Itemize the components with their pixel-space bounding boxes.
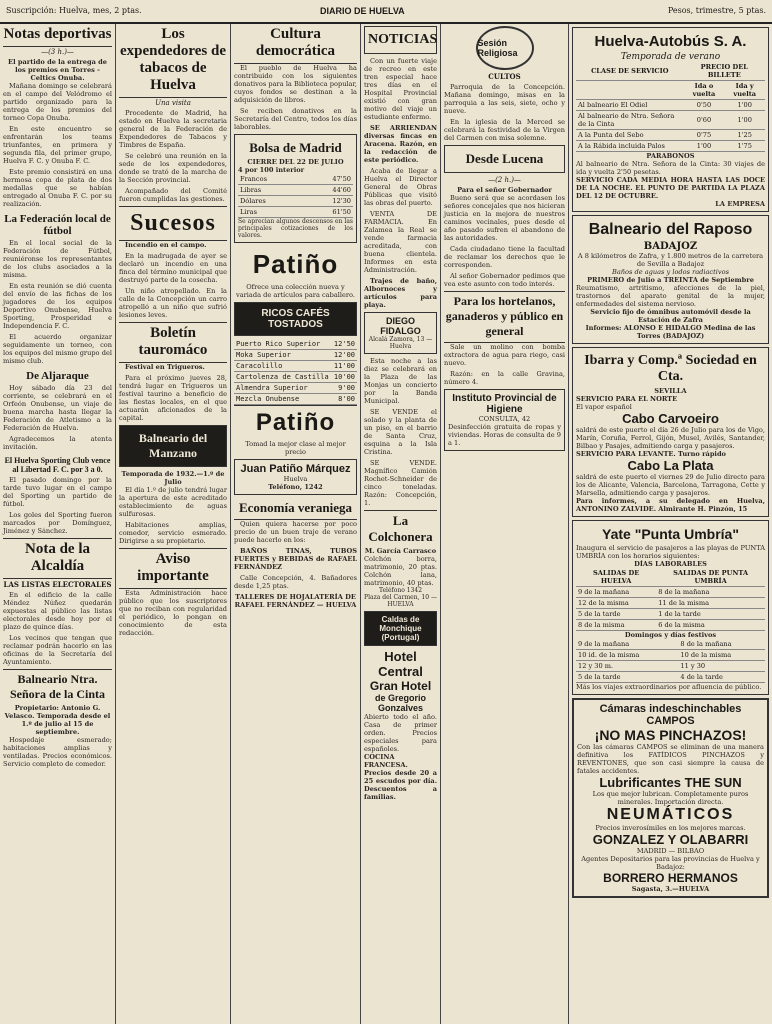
masthead-subscription: Suscripción: Huelva, mes, 2 ptas. — [6, 6, 142, 15]
hotel-owner: de Gregorio Gonzalves — [374, 693, 426, 713]
article-body — [119, 589, 227, 637]
advert-owner: M. García Carrasco — [364, 547, 437, 555]
advert-city: SEVILLA — [654, 387, 687, 395]
stock-value: 47'50 — [304, 174, 353, 185]
advert-line: Informes: ALONSO E HIDALGO Medina de las Torres (BADAJOZ) — [585, 324, 756, 340]
fare-value: 1'00 — [724, 100, 765, 111]
article-body — [3, 239, 112, 365]
price-label: Almendra Superior — [234, 383, 332, 394]
paragraph: Sale un molino con bomba extractora de agua para riego, casi nuevo. — [444, 343, 565, 367]
fare-value: 1'75 — [724, 141, 765, 152]
paragraph: Se reciben donativos en la Secretaría del Centro, todos los días laborables. — [234, 107, 357, 131]
paragraph: Incendio en el campo. — [125, 241, 207, 249]
article-subtitle: LAS LISTAS ELECTORALES — [3, 580, 112, 589]
advert-cities: MADRID — BILBAO — [636, 847, 705, 855]
paragraph: VENTA DE FARMACIA. En Zalamea la Real se vende farmacia acreditada, con buena clientela. Informes en esta Administración. — [364, 210, 437, 274]
ship-details: saldrá de este puerto el día 26 de Julio para los de Vigo, Marín, Coruña, Ferrol, Gijón, Musel, Avilés, Santander, Bilbao y Pasajes, admitiendo carga y pasajeros. — [576, 426, 765, 450]
advert-title: RICOS CAFÉS TOSTADOS — [261, 308, 330, 330]
article-body — [119, 109, 227, 203]
article-title: Desde Lucena — [465, 151, 544, 166]
stock-label: Libras — [238, 185, 304, 196]
paragraph: El día 1.º de julio tendrá lugar la apertura de este acreditado establecimiento de aguas sulfurosas. — [119, 486, 227, 518]
paragraph: El acuerdo organizar seguidamente un torneo, con los equipos del mismo grupo del mismo club. — [3, 333, 112, 365]
article-body — [364, 57, 437, 309]
paragraph: BAÑOS TINAS, TUBOS FUERTES y BEBIDAS de RAFAEL FERNÁNDEZ — [234, 547, 357, 571]
advert-subtitle: Tomad la mejor clase al mejor precio — [245, 440, 346, 456]
yacht-advert — [572, 520, 769, 695]
article-body — [234, 64, 357, 131]
schedule-time: 6 de la misma — [656, 620, 765, 631]
advert-title: NEUMÁTICOS — [606, 806, 735, 823]
article-title: Cultura democrática — [234, 24, 357, 64]
advert-line: SERVICIO PARA LEVANTE. Turno rápido — [576, 450, 726, 458]
table-row — [234, 383, 357, 394]
table-row — [238, 207, 353, 218]
article-subtitle: —(3 h.)— — [41, 48, 74, 56]
paragraph: Se celebró una reunión en la sede de los expendedores, donde se trató de la marcha de la Sección provincial. — [119, 152, 227, 184]
advert-line: Baños de aguas y lodos radiactivos — [612, 268, 729, 276]
spa-advert — [572, 215, 769, 344]
advert-slogan: ¡NO MAS PINCHAZOS! — [594, 727, 747, 743]
article-title: Los expendedores de tabacos de Huelva — [119, 24, 227, 98]
paragraph: Calle Concepción, 4. Bañadores desde 1,25 ptas. — [234, 574, 357, 590]
fare-route: A la Punta del Sebo — [576, 130, 684, 141]
article-title: Boletín tauromáco — [119, 322, 227, 363]
tyre-advert — [572, 698, 769, 898]
article-title: Notas deportivas — [3, 24, 112, 47]
paragraph: Habitaciones amplias, comedor, servicio esmerado. Dirigirse a su propietario. — [119, 521, 227, 545]
fare-table — [576, 62, 765, 152]
table-row — [234, 350, 357, 361]
schedule-time: 8 de la mañana — [656, 587, 765, 598]
stock-label: Francos — [238, 174, 304, 185]
advert-title: Balneario del Raposo — [588, 221, 753, 238]
paragraph: Festival en Trigueros. — [125, 363, 205, 371]
table-row — [576, 620, 765, 631]
advert-line: A 8 kilómetros de Zafra, y 1.800 metros de la carretera de Sevilla a Badajoz — [577, 252, 764, 268]
advert-name: DIEGO FIDALGO — [380, 316, 421, 336]
paragraph: SE ARRIENDAN diversas fincas en Aracena. Razón, en la redacción de este periódico. — [364, 124, 437, 164]
fare-value: 0'75 — [684, 130, 725, 141]
paragraph: Razón: en la calle Gravina, número 4. — [444, 370, 565, 386]
article-body — [444, 343, 565, 386]
column-header: PRECIO DEL BILLETE — [684, 62, 765, 81]
paragraph: Quien quiera hacerse por poco precio de un buen traje de verano puede hacerlo en los: — [234, 520, 357, 544]
advert-title: Patiño — [252, 249, 339, 279]
table-header-row — [576, 568, 765, 587]
advert-title: Economía veraniega — [234, 498, 357, 520]
article-body — [364, 357, 437, 507]
shipping-advert — [572, 347, 769, 517]
table-row — [576, 650, 765, 661]
paragraph: Con un fuerte viaje de recreo en este tren especial hace tres días en el Hospital Provincial existió con gran motivo del viaje un estudiante enfermo. — [364, 57, 437, 121]
advert-phone: Teléfono 1342 — [378, 587, 423, 594]
paragraph: Los goles del Sporting fueron marcados por Domínguez, Jiménez y Sánchez. — [3, 511, 112, 535]
advert-agent-address: Sagasta, 3.—HUELVA — [631, 885, 710, 893]
schedule-time: 8 de la misma — [576, 620, 656, 631]
ship-name: Cabo La Plata — [627, 458, 714, 473]
price-value: 10'00 — [332, 372, 357, 383]
fare-route: Al balneario de Ntra. Señora de la Cinta — [576, 111, 684, 130]
table-row — [238, 174, 353, 185]
advert-body: Desinfección gratuita de ropas y viviendas. Horas de consulta de 9 a 1. — [448, 423, 561, 447]
advert-box — [364, 611, 437, 646]
advert-region: BADAJOZ — [643, 241, 698, 252]
schedule-time: 4 de la tarde — [678, 672, 765, 683]
price-value: 12'00 — [332, 350, 357, 361]
table-row — [234, 372, 357, 383]
stock-value: 44'60 — [304, 185, 353, 196]
schedule-time: 5 de la tarde — [576, 609, 656, 620]
article-title: Sucesos — [119, 206, 227, 241]
section-header-box — [364, 26, 437, 54]
advert-subtitle: Propietario: Antonio G. Velasco. Temporada desde el 1.º de julio al 15 de septiembre. — [4, 704, 111, 736]
column-header: Ida y vuelta — [724, 81, 765, 100]
column-3 — [231, 24, 360, 1024]
advert-line: PRIMERO de Julio a TREINTA de Septiembre — [587, 276, 754, 284]
price-value: 11'00 — [332, 361, 357, 372]
schedule-time: 10 de la misma — [678, 650, 765, 661]
masthead-title: DIARIO DE HUELVA — [320, 6, 405, 16]
price-value: 8'00 — [332, 394, 357, 405]
article-subtitle: Una visita — [155, 99, 191, 107]
article-subtitle: —(2 h.)— — [488, 176, 521, 184]
article-body — [119, 363, 227, 422]
advert-phone: Teléfono, 1242 — [268, 483, 323, 491]
masthead-price: Pesos, trimestre, 5 ptas. — [667, 6, 766, 15]
table-row — [238, 185, 353, 196]
article-body — [3, 384, 112, 451]
section-header-box — [444, 145, 565, 173]
paragraph: En este encuentro se enfrentarán los teams triunfantes, en primera y segunda fila, del primer grupo, Huelva F. C. y Onuba F. C. — [3, 125, 112, 165]
fare-value: 1'00 — [724, 111, 765, 130]
price-value: 9'00 — [332, 383, 357, 394]
stock-label: Dólares — [238, 196, 304, 207]
column-4 — [361, 24, 440, 1024]
advert-subtitle: CONSULTA, 42 — [478, 415, 531, 423]
column-header: Ida o vuelta — [684, 81, 725, 100]
advert-title: Lubrificantes THE SUN — [599, 775, 742, 790]
stock-value: 61'50 — [304, 207, 353, 218]
advert-note: Más los viajes extraordinarios por afluencia de público. — [576, 683, 762, 691]
advert-address: Huelva — [283, 475, 308, 483]
column-header: CLASE DE SERVICIO — [576, 62, 684, 81]
advert-title: Ibarra y Comp.ª Sociedad en Cta. — [584, 353, 757, 384]
stock-table — [238, 174, 353, 218]
price-label: Puerto Rico Superior — [234, 339, 332, 350]
advert-agent-name: BORRERO HERMANOS — [603, 871, 738, 885]
table-row — [576, 672, 765, 683]
article-body — [3, 476, 112, 535]
column-6 — [569, 24, 772, 1024]
paragraph: Este premio consistirá en una hermosa copa de plata de dos medallas que se habían entregado al Onuba F. C. por su realización. — [3, 168, 112, 208]
advert-body — [3, 736, 112, 768]
advert-body: Precios inverosímiles en los mejores marcas. — [595, 824, 746, 832]
table-header-row — [576, 62, 765, 81]
table-header-row — [576, 81, 765, 100]
paragraph: El pueblo de Huelva ha contribuido con los siguientes donativos para la Biblioteca popular, cuyos fondos se destinan a la adquisición de libros. — [234, 64, 357, 104]
advert-note: SERVICIO CADA MEDIA HORA HASTA LAS DOCE DE LA NOCHE. EL PUNTO DE PARTIDA LA PLAZA DEL 12 DE OCTUBRE. — [576, 176, 765, 200]
paragraph: El pasado domingo por la tarde tuvo lugar en el campo del Sporting un partido de fútbol. — [3, 476, 112, 508]
fare-route: A la Rábida incluida Palos — [576, 141, 684, 152]
article-body — [444, 83, 565, 142]
article-title: NOTICIAS — [368, 32, 438, 47]
paragraph: En la madrugada de ayer se declaró un incendio en una finca del término municipal que destruyó parte de la cosecha. — [119, 252, 227, 284]
paragraph: Esta noche a las diez se celebrará en la Plaza de las Monjas un concierto por la Banda Municipal. — [364, 357, 437, 405]
table-row — [576, 661, 765, 672]
advert-title: Balneario del Manzano — [138, 431, 208, 460]
badge-subtitle: CULTOS — [488, 72, 521, 81]
advert-box — [364, 312, 437, 354]
section-heading: El Huelva Sporting Club vence al Libertad F. C. por 3 a 0. — [4, 456, 111, 474]
article-title: Para los hortelanos, ganaderos y público en general — [444, 291, 565, 343]
column-5 — [441, 24, 568, 1024]
paragraph: Cada ciudadano tiene la facultad de reclamar los derechos que le corresponden. — [444, 245, 565, 269]
advert-body — [119, 486, 227, 545]
church-badge — [476, 26, 534, 70]
paragraph: Los vecinos que tengan que reclamar podrán hacerlo en las oficinas de la Secretaría del Ayuntamiento. — [3, 634, 112, 666]
column-header: SALIDAS DE PUNTA UMBRÍA — [656, 568, 765, 587]
paragraph: En esta reunión se dió cuenta del envío de las fichas de los jugadores de los equipos Deportivo Onubense, Huelva Sporting, Prosperidad e Independencia F. C. — [3, 282, 112, 330]
table-row — [238, 196, 353, 207]
schedule-time: 11 y 30 — [678, 661, 765, 672]
advert-title: Balneario Ntra. Señora de la Cinta — [3, 669, 112, 704]
price-label: Mezcla Onubense — [234, 394, 332, 405]
schedule-heading: DÍAS LABORABLES — [634, 560, 707, 568]
paragraph: Acaba de llegar a Huelva el Director General de Obras Públicas que visitó las obras del puerto. — [364, 167, 437, 207]
article-body — [3, 591, 112, 666]
hotel-name: Gran Hotel — [369, 679, 432, 693]
advert-address: Plaza del Carmen, 10 — HUELVA — [364, 594, 437, 608]
article-title: Aviso importante — [119, 548, 227, 589]
fare-value: 0'60 — [684, 111, 725, 130]
advert-subtitle: Ofrece una colección nueva y variada de artículos para caballero. — [236, 283, 355, 299]
paragraph: En el edificio de la calle Méndez Núñez quedarán expuestas al público las listas electorales desde hoy por el plazo de quince días. — [3, 591, 112, 631]
schedule-time: 1 de la tarde — [656, 609, 765, 620]
advert-title: La Colchonera — [364, 510, 437, 547]
paragraph: Procedente de Madrid, ha estado en Huelva la secretaria general de la Federación de Expendedores de Tabacos y Timbres de España. — [119, 109, 227, 149]
table-row — [576, 141, 765, 152]
advert-line: El vapor español — [576, 403, 632, 411]
hotel-name: Hotel Central — [378, 649, 423, 679]
price-label: Moka Superior — [234, 350, 332, 361]
paragraph: Hoy sábado día 23 del corriente, se celebrará en el Orfeón Onubense, un viaje de buena marcha hasta llegar la Federación de Atletismo a la Federación de Huelva. — [3, 384, 112, 432]
column-2 — [116, 24, 230, 1024]
advert-title: Yate "Punta Umbría" — [602, 526, 739, 542]
schedule-heading: Domingos y días festivos — [624, 631, 717, 639]
paragraph: SE VENDE. Magnífico Camión Rochet-Schneider de cinco toneladas. Razón: Concepción, 1. — [364, 459, 437, 507]
schedule-table — [576, 639, 765, 683]
stock-subtitle: CIERRE DEL 22 DE JULIO — [247, 158, 344, 166]
table-row — [576, 100, 765, 111]
section-heading: De Aljaraque — [26, 370, 89, 382]
table-row — [576, 639, 765, 650]
advert-line: Inaugura el servicio de pasajeros a las playas de PUNTA UMBRÍA con los horarios siguientes: — [576, 544, 765, 560]
article-body — [119, 241, 227, 319]
paragraph: Bueno será que se acordasen los señores concejales que nos hicieran justicia en la mejora de nuestros caminos vecinales, pues desde el año pasado sufren el abandono de las autoridades. — [444, 194, 565, 242]
advert-agent: Agentes Depositarios para las provincias de Huelva y Badajoz: — [581, 855, 760, 871]
schedule-time: 9 de la mañana — [576, 639, 678, 650]
schedule-time: 12 de la misma — [576, 598, 656, 609]
advert-line: Reumatismo, artritismo, afecciones de la piel, trastornos del aparato genital de la mujer, enfermedades del sistema nervioso. — [576, 284, 765, 308]
article-lead: El partido de la entrega de los premios en Torres - Celtics Onuba. — [8, 58, 107, 82]
advert-note: PARABONOS — [646, 152, 695, 160]
schedule-time: 8 de la mañana — [678, 639, 765, 650]
paragraph: Para el próximo jueves 28, tendrá lugar en Trigueros un festival taurino a beneficio de las fiestas locales, en el que actuarán aficionados de la capital. — [119, 374, 227, 422]
fare-value: 1'00 — [684, 141, 725, 152]
column-1 — [0, 24, 115, 1024]
schedule-table — [576, 568, 765, 631]
article-body — [444, 194, 565, 288]
paragraph: Agradecemos la atenta invitación. — [3, 435, 112, 451]
advert-title: Huelva-Autobús S. A. — [594, 33, 747, 50]
advert-body: Los que mejor lubrican. Completamente puros minerales. Importación directa. — [592, 790, 749, 806]
stock-row-header: 4 por 100 interior — [238, 166, 305, 174]
schedule-time: 10 id. de la misma — [576, 650, 678, 661]
table-row — [576, 111, 765, 130]
table-row — [576, 609, 765, 620]
schedule-time: 11 de la misma — [656, 598, 765, 609]
advert-body — [234, 520, 357, 590]
schedule-time: 9 de la mañana — [576, 587, 656, 598]
price-label: Cartolenza de Castilla — [234, 372, 332, 383]
advert-line: SERVICIO PARA EL NORTE — [576, 395, 678, 403]
fare-value: 0'50 — [684, 100, 725, 111]
price-value: 12'50 — [332, 339, 357, 350]
advert-box — [119, 425, 227, 467]
advert-body: Abierto todo el año. Casa de primer orden. Precios especiales para españoles. — [364, 713, 437, 753]
table-row — [576, 587, 765, 598]
paragraph: Esta Administración hace público que los suscriptores que no reciban con regularidad el periódico, lo pongan en conocimiento de esta redacción. — [119, 589, 227, 637]
advert-footer: TALLERES DE HOJALATERÍA DE RAFAEL FERNÁNDEZ — HUELVA — [234, 593, 357, 609]
advert-title: Cámaras indeschinchables CAMPOS — [599, 703, 742, 727]
badge-label: Sesión Religiosa — [477, 38, 518, 58]
article-title: Nota de la Alcaldía — [3, 538, 112, 579]
fare-route: Al balneario El Odiel — [576, 100, 684, 111]
stock-value: 12'30 — [304, 196, 353, 207]
article-lead: Para el señor Gobernador — [457, 186, 552, 194]
advert-note: Al balneario de Ntra. Señora de la Cinta: 30 viajes de ida y vuelta 2'50 pesetas. — [576, 160, 765, 176]
schedule-time: 12 y 30 m. — [576, 661, 678, 672]
price-label: Caracolillo — [234, 361, 332, 372]
section-heading: La Federación local de fútbol — [4, 213, 111, 237]
paragraph: Mañana domingo se celebrará en el campo del Velódromo el partido organizado para la entrega de los premios del torneo Copa Onuba. — [3, 82, 112, 122]
fare-value: 1'25 — [724, 130, 765, 141]
stock-quotes — [234, 134, 357, 243]
table-row — [234, 394, 357, 405]
ship-name: Cabo Carvoeiro — [622, 411, 719, 426]
column-header: SALIDAS DE HUELVA — [576, 568, 656, 587]
paragraph: Trajes de baño, Albornoces y artículos para playa. — [364, 277, 437, 309]
advert-body: COCINA FRANCESA. Precios desde 20 a 25 escudos por día. Descuentos a familias. — [364, 753, 437, 801]
stock-title: Bolsa de Madrid — [249, 140, 342, 155]
advert-title: Patiño — [234, 405, 357, 440]
paragraph: Hospedaje esmerado; habitaciones amplias y ventiladas. Precios económicos. Servicio completo de comedor. — [3, 736, 112, 768]
advert-body: Colchón borra, matrimonio, 20 ptas. Colchón lana, matrimonio, 40 ptas. — [364, 555, 437, 587]
bus-advert — [572, 27, 769, 212]
table-row — [234, 339, 357, 350]
advert-subtitle: Temporada de verano — [620, 52, 721, 62]
article-body — [3, 82, 112, 208]
advert-company: LA EMPRESA — [715, 200, 765, 208]
price-table — [234, 339, 357, 405]
advert-box — [444, 389, 565, 451]
paragraph: En la iglesia de la Merced se celebrará la festividad de la Virgen del Carmen con misa solemne. — [444, 118, 565, 142]
paragraph: SE VENDE el solado y la planta de un piso, en el barrio de Santa Cruz, esquina a la Isla Cristina. — [364, 408, 437, 456]
advert-title: Caldas de Monchique (Portugal) — [379, 615, 422, 642]
paragraph: Acompañado del Comité fueron cumplidas las gestiones. — [119, 187, 227, 203]
advert-subtitle: Temporada de 1932.—1.º de Julio — [121, 470, 225, 486]
ship-details: saldrá de este puerto el viernes 29 de Julio directo para los de Alicante, Valencia, Barcelona, Tarragona, Cette y Marsella, admitiendo carga y pasajeros. — [576, 473, 765, 497]
table-row — [576, 598, 765, 609]
paragraph: En el local social de la Federación de Fútbol, reuniéronse los representantes de los clubs asociados a la misma. — [3, 239, 112, 279]
advert-name: Juan Patiño Márquez — [240, 463, 351, 475]
advert-box — [234, 459, 357, 495]
advert-agent: Para informes, a su delegado en Huelva, ANTONINO ZALVIDE. Almirante H. Pinzón, 15 — [576, 497, 765, 513]
advert-box — [234, 302, 357, 336]
paragraph: Al señor Gobernador pedimos que vea este asunto con todo interés. — [444, 272, 565, 288]
paragraph: Un niño atropellado. En la calle de la Concepción un carro atropelló a un niño que sufrió lesiones leves. — [119, 287, 227, 319]
table-row — [576, 130, 765, 141]
stock-label: Liras — [238, 207, 304, 218]
paragraph: Parroquia de la Concepción. Mañana domingo, misas en la parroquia a las seis, siete, ocho y nueve. — [444, 83, 565, 115]
schedule-time: 5 de la tarde — [576, 672, 678, 683]
table-row — [234, 361, 357, 372]
advert-body: Con las cámaras CAMPOS se eliminan de una manera definitiva los FATÍDICOS PINCHAZOS y REVENTONES, que son casi siempre la causa de fatales accidentes. — [577, 743, 764, 775]
advert-company: GONZALEZ Y OLABARRI — [592, 832, 749, 847]
advert-title: Instituto Provincial de Higiene — [452, 393, 557, 415]
masthead — [0, 0, 772, 24]
advert-address: Alcalá Zamora, 13 — Huelva — [368, 336, 433, 350]
stock-note: Se aprecian algunos descensos en las principales cotizaciones de los valores. — [238, 218, 353, 239]
advert-line: Servicio fijo de ómnibus automóvil desde la Estación de Zafra — [590, 308, 751, 324]
